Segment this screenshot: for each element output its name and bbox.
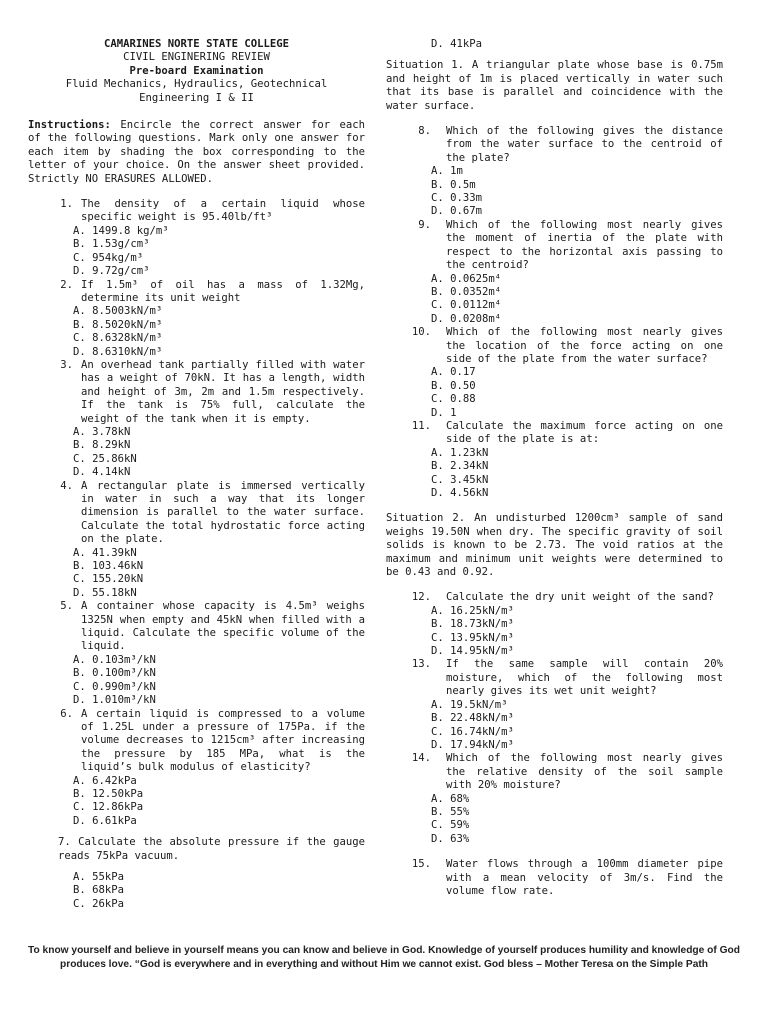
answer-option[interactable]: C. 0.88 — [431, 393, 476, 406]
review-title: CIVIL ENGINERING REVIEW — [123, 51, 270, 64]
answer-option[interactable]: C. 954kg/m³ — [73, 251, 144, 264]
right-column — [386, 38, 723, 898]
answer-options — [431, 366, 723, 420]
question-number: 13. — [411, 658, 431, 671]
situation-2: Situation 2. An undisturbed 1200cm³ sample of sand weighs 19.50N when dry. The specific gravity of soil solids is known to be 2.73. The void ratios at the maximum and minimum unit weights were determined to be 0.43 and 0.92. — [386, 512, 723, 579]
question-text: If the same sample will contain 20% moisture, which of the following most nearly gives its wet unit weight? — [446, 658, 723, 698]
answer-option[interactable]: A. 1m — [431, 165, 463, 178]
question-text: Which of the following most nearly gives the location of the force acting on one side of the plate from the water surface? — [446, 326, 723, 365]
answer-option[interactable]: B. 2.34kN — [431, 460, 489, 473]
answer-option[interactable]: B. 0.0352m⁴ — [431, 285, 502, 298]
question-item — [28, 359, 365, 480]
answer-options — [431, 793, 723, 847]
question-text: The density of a certain liquid whose specific weight is 95.40lb/ft³ — [81, 198, 365, 224]
answer-option[interactable]: C. 155.20kN — [73, 573, 144, 586]
answer-option[interactable]: D. 41kPa — [431, 38, 483, 50]
question-text: Which of the following most nearly gives the moment of inertia of the plate with respect to the horizontal axis passing to the centroid? — [446, 218, 723, 272]
question-number: 10. — [411, 326, 431, 339]
question-list-situation-1 — [386, 125, 723, 500]
answer-option[interactable]: D. 4.14kN — [73, 466, 131, 479]
question-7: 7. Calculate the absolute pressure if the gauge reads 75kPa vacuum. — [58, 836, 365, 862]
question-row — [28, 359, 365, 426]
question-number: 6. — [60, 707, 73, 720]
question-text: An overhead tank partially filled with water has a weight of 70kN. It has a length, width and height of 3m, 2m and 1.5m respectively. If the tank is 75% full, calculate the weight of the tank when it is empty. — [81, 358, 365, 425]
answer-options — [73, 305, 365, 359]
question-7-option-d-wrap — [431, 38, 723, 51]
question-row — [386, 219, 723, 273]
answer-option[interactable]: C. 0.990m³/kN — [73, 680, 156, 693]
question-item — [386, 125, 723, 219]
answer-option[interactable]: B. 0.5m — [431, 178, 476, 191]
answer-option[interactable]: D. 14.95kN/m³ — [431, 645, 514, 658]
answer-option[interactable]: A. 55kPa — [73, 870, 125, 883]
answer-option[interactable]: D. 63% — [431, 832, 470, 845]
exam-header — [28, 38, 365, 105]
answer-option[interactable]: D. 8.6310kN/m³ — [73, 345, 163, 358]
question-number: 3. — [60, 358, 73, 371]
answer-options — [73, 654, 365, 708]
answer-option[interactable]: B. 12.50kPa — [73, 787, 144, 800]
question-row — [386, 326, 723, 366]
answer-options — [431, 699, 723, 753]
question-list-situation-2 — [386, 591, 723, 846]
answer-option[interactable]: A. 41.39kN — [73, 546, 137, 559]
question-row — [386, 420, 723, 447]
question-item — [386, 420, 723, 500]
question-row — [28, 480, 365, 547]
question-item — [28, 279, 365, 359]
answer-option[interactable]: B. 8.5020kN/m³ — [73, 318, 163, 331]
answer-option[interactable]: B. 0.100m³/kN — [73, 667, 156, 680]
question-text: Water flows through a 100mm diameter pipe with a mean velocity of 3m/s. Find the volume flow rate. — [446, 858, 723, 897]
answer-option[interactable]: C. 13.95kN/m³ — [431, 631, 514, 644]
answer-option[interactable]: A. 1.23kN — [431, 446, 489, 459]
question-text: Which of the following gives the distance from the water surface to the centroid of the plate? — [446, 125, 723, 164]
question-text: Calculate the dry unit weight of the sand? — [446, 591, 714, 604]
answer-options — [73, 225, 365, 279]
question-item — [386, 752, 723, 846]
answer-option[interactable]: B. 22.48kN/m³ — [431, 712, 514, 725]
answer-option[interactable]: C. 25.86kN — [73, 452, 137, 465]
answer-option[interactable]: D. 9.72g/cm³ — [73, 265, 150, 278]
answer-option[interactable]: C. 0.33m — [431, 192, 483, 205]
question-item — [386, 658, 723, 752]
question-row — [386, 591, 723, 604]
question-item — [28, 600, 365, 707]
question-row — [386, 658, 723, 698]
answer-options — [431, 273, 723, 327]
answer-option[interactable]: B. 1.53g/cm³ — [73, 238, 150, 251]
answer-option[interactable]: C. 8.6328kN/m³ — [73, 332, 163, 345]
answer-option[interactable]: C. 59% — [431, 819, 470, 832]
answer-option[interactable]: C. 16.74kN/m³ — [431, 725, 514, 738]
subject-line-2: Engineering I & II — [139, 91, 254, 104]
question-item — [386, 219, 723, 326]
exam-title: Pre-board Examination — [129, 64, 264, 77]
situation-1: Situation 1. A triangular plate whose base is 0.75m and height of 1m is placed vertically in water such that its base is parallel and coincidence with the water surface. — [386, 59, 723, 112]
question-text: Which of the following most nearly gives the relative density of the soil sample with 20% moisture? — [446, 752, 723, 792]
answer-option[interactable]: D. 0.0208m⁴ — [431, 312, 502, 325]
question-number: 9. — [418, 218, 431, 231]
question-number: 2. — [60, 278, 73, 291]
answer-option[interactable]: D. 55.18kN — [73, 586, 137, 599]
question-number: 8. — [418, 125, 431, 138]
question-text: Calculate the maximum force acting on one side of the plate is at: — [446, 419, 723, 446]
instructions-label: Instructions: — [28, 119, 111, 132]
question-item — [386, 591, 723, 658]
answer-option[interactable]: A. 0.0625m⁴ — [431, 272, 502, 285]
college-name: CAMARINES NORTE STATE COLLEGE — [104, 38, 289, 50]
question-item — [28, 708, 365, 829]
answer-option[interactable]: B. 55% — [431, 805, 470, 818]
question-number: 4. — [60, 479, 73, 492]
instructions — [28, 119, 365, 186]
answer-option[interactable]: D. 0.67m — [431, 205, 483, 218]
answer-option[interactable]: B. 18.73kN/m³ — [431, 618, 514, 631]
subject-line-1: Fluid Mechanics, Hydraulics, Geotechnical — [65, 78, 328, 91]
question-row — [28, 279, 365, 306]
instructions-text: Encircle the correct answer for each of the following questions. Mark only one answer for each item by shading the box corresponding to the letter of your choice. On the answer sheet provided. Strictly NO ERASURES ALLOWED. — [28, 119, 365, 185]
question-row — [386, 125, 723, 165]
answer-option[interactable]: A. 19.5kN/m³ — [431, 698, 508, 711]
footer-quote: To know yourself and believe in yourself means you can know and believe in God. Knowledge of yourself produces humility and knowledge of God produces love. “God is everywhere and in everything and without Him we cannot exist. God bless – Mother Teresa on the Simple Path — [28, 945, 740, 970]
answer-option[interactable]: C. 26kPa — [73, 897, 125, 910]
question-number: 11. — [411, 419, 431, 432]
left-column — [28, 38, 365, 911]
question-item — [28, 480, 365, 601]
answer-option[interactable]: A. 16.25kN/m³ — [431, 604, 514, 617]
answer-option[interactable]: A. 1499.8 kg/m³ — [73, 224, 169, 237]
answer-option[interactable]: A. 6.42kPa — [73, 774, 137, 787]
answer-options — [73, 547, 365, 601]
question-number: 5. — [60, 600, 73, 613]
answer-options — [431, 447, 723, 501]
answer-option[interactable]: D. 4.56kN — [431, 487, 489, 499]
answer-option[interactable]: C. 0.0112m⁴ — [431, 299, 502, 312]
answer-option[interactable]: B. 68kPa — [73, 884, 125, 897]
answer-options — [431, 605, 723, 659]
answer-option[interactable]: C. 3.45kN — [431, 473, 489, 486]
question-number: 12. — [411, 591, 431, 604]
question-item — [28, 198, 365, 278]
answer-option[interactable]: C. 12.86kPa — [73, 801, 144, 814]
question-number: 14. — [411, 752, 431, 765]
question-number: 15. — [411, 858, 431, 871]
answer-options — [73, 426, 365, 480]
answer-option[interactable]: B. 103.46kN — [73, 560, 144, 573]
answer-option[interactable]: A. 8.5003kN/m³ — [73, 305, 163, 318]
answer-option[interactable]: D. 1 — [431, 406, 457, 419]
answer-option[interactable]: D. 17.94kN/m³ — [431, 738, 514, 751]
question-text: If 1.5m³ of oil has a mass of 1.32Mg, determine its unit weight — [81, 278, 365, 304]
question-row — [28, 198, 365, 225]
answer-option[interactable]: D. 1.010m³/kN — [73, 694, 156, 707]
answer-options — [73, 775, 365, 829]
question-text: A certain liquid is compressed to a volume of 1.25L under a pressure of 175Pa. if the volume decreases to 1215cm³ after increasing the pressure by 185 MPa, what is the liquid’s bulk modulus of elasticity? — [81, 707, 365, 774]
question-7-options — [73, 871, 365, 911]
answer-option[interactable]: A. 0.17 — [431, 366, 476, 379]
question-15 — [386, 858, 723, 898]
question-row — [28, 708, 365, 775]
question-text: A rectangular plate is immersed vertically in water in such a way that its longer dimension is parallel to the water surface. Calculate the total hydrostatic force acting on the plate. — [81, 479, 365, 546]
question-number: 1. — [60, 198, 73, 211]
answer-option[interactable]: B. 0.50 — [431, 379, 476, 392]
answer-option[interactable]: A. 68% — [431, 792, 470, 805]
question-text: A container whose capacity is 4.5m³ weighs 1325N when empty and 45kN when filled with a liquid. Calculate the specific volume of the liquid. — [81, 600, 365, 653]
answer-option[interactable]: B. 8.29kN — [73, 439, 131, 452]
question-list-left — [28, 198, 365, 828]
answer-option[interactable]: A. 3.78kN — [73, 425, 131, 438]
question-row — [386, 752, 723, 792]
answer-options — [431, 165, 723, 219]
question-row — [28, 600, 365, 654]
answer-option[interactable]: A. 0.103m³/kN — [73, 653, 156, 666]
answer-option[interactable]: D. 6.61kPa — [73, 814, 137, 827]
question-item — [386, 326, 723, 420]
